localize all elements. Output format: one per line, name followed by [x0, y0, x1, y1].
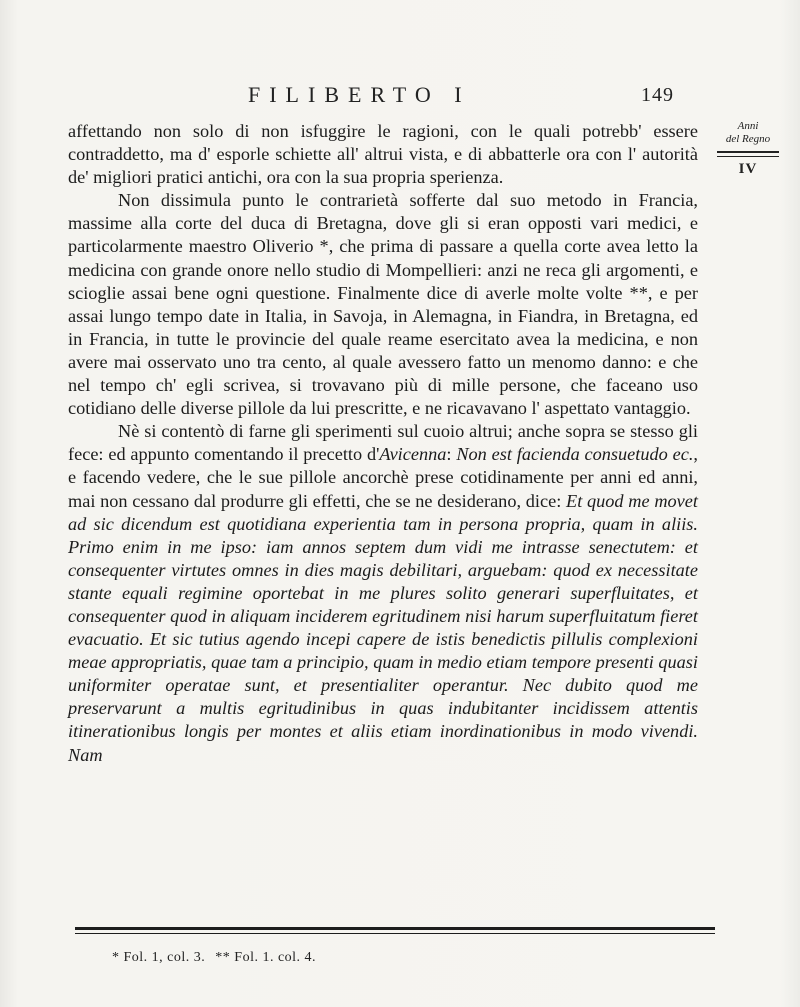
margin-note [708, 120, 788, 176]
page-header [0, 82, 800, 112]
paragraph-2: Non dissimula punto le contrarietà sofferte dal suo metodo in Francia, massime alla corte del duca di Bretagna, dove gli si eran opposti vari medici, e particolarmente maestro Oliverio *, che prima di passare a quella corte avea letto la medicina con grande onore nello studio di Mompellieri: anzi ne reca gli argomenti, e scioglie assai bene ogni questione. Finalmente dice di averle molte volte **, e per assai lungo tempo date in Italia, in Savoja, in Alemagna, in Fiandra, in Bretagna, ed in Francia, in tutte le provincie del quale reame esercitato avea la medicina, e non avere mai osservato uno tra cento, al quale avessero fatto un menomo danno: e che nel tempo ch' egli scrivea, si trovavano più di mille persone, che faceano uso cotidiano delle diverse pillole da lui prescritte, e ne ricavavano l' aspettato vantaggio. [68, 190, 698, 419]
avicenna-quote: Non est facienda consuetudo ec. [456, 444, 694, 465]
paragraph-3-text-e: , e facendo vedere, che le sue pillole ancorchè prese cotidinamente per anni ed anni, mai non cessano dal produrre gli effetti, che se ne desiderano, dice: [68, 444, 698, 511]
separator-thin-rule [75, 933, 715, 934]
margin-rule-thin [717, 156, 779, 157]
page-number: 149 [641, 84, 674, 106]
paragraph-3-text-a: Nè si contentò di farne gli sperimenti sul cuoio altrui; anche sopra se stesso gli fece: ed appunto comentando il precetto d' [68, 421, 698, 465]
margin-note-anni: Anni [737, 120, 759, 132]
paragraph-1: affettando non solo di non isfuggire le ragioni, con le quali potrebb' essere contraddetto, ma d' esporle schiette all' altrui vista, e di abbatterle ora con l' autorità de' migliori pratici antichi, ora con la sua propria sperienza. [68, 121, 698, 188]
paragraph-3-colon: : [446, 444, 457, 465]
margin-note-regno: del Regno [725, 133, 771, 145]
footnote-2: ** Fol. 1. col. 4. [215, 950, 317, 965]
avicenna-name: Avicenna [379, 444, 447, 465]
footnote-separator [75, 927, 715, 934]
footnotes [112, 950, 712, 966]
separator-thick-rule [75, 927, 715, 930]
running-head: FILIBERTO I [248, 82, 471, 107]
footnote-1: * Fol. 1, col. 3. [112, 950, 206, 965]
body-text [68, 120, 698, 767]
regno-year: IV [738, 161, 758, 177]
latin-quotation: Et quod me movet ad sic dicendum est quotidiana experientia tam in persona propria, quam in aliis. Primo enim in me ipso: iam annos septem dum vidi me intrasse senectutem: et consequenter virtutes omnes in dies magis debilitari, arguebam: quod ex necessitate stante equali regimine oportebat in me plures solito generari superfluitates, et consequenter quod in aliquam inciderem egritudinem nisi harum superfluitatum fieret evacuatio. Et sic tutius agendo incepi capere de istis benedictis pillulis complexioni meae appropriatis, quae tam a principio, quam in medio etiam tempore presenti quasi uniformiter operatae sunt, et presentialiter operantur. Nec dubito quod me preservarunt a multis egritudinibus in quas indubitanter incidissem attentis itinerationibus longis per montes et aliis etiam inordinationibus in modo vivendi. Nam [68, 490, 698, 765]
margin-rule [717, 151, 779, 153]
paragraph-3 [68, 420, 698, 766]
